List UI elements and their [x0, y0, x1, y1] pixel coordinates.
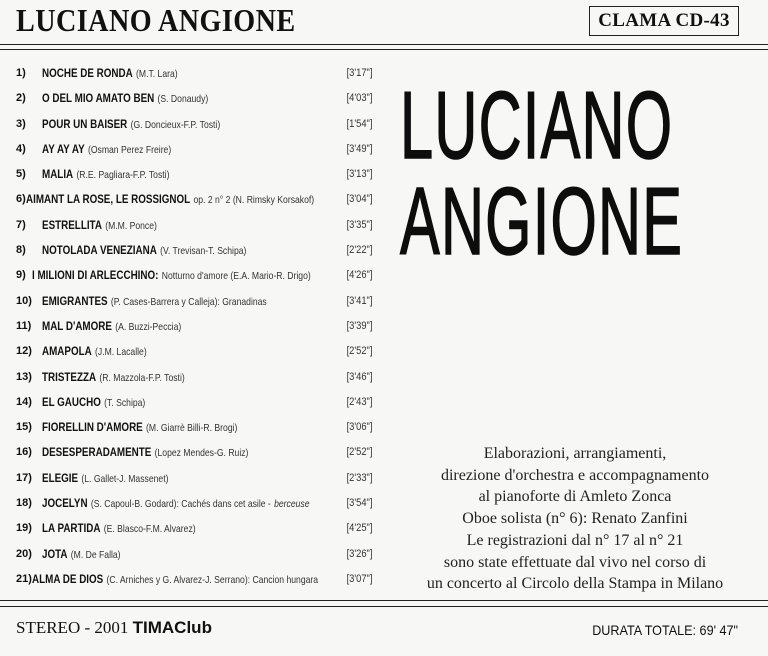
track-row [16, 469, 372, 494]
credits-block [395, 443, 755, 595]
track-number: 4) [16, 142, 26, 155]
track-body [42, 292, 267, 310]
track-row [16, 418, 372, 443]
track-row [16, 317, 372, 342]
track-number: 6) [16, 193, 26, 206]
track-number: 12) [16, 345, 32, 358]
track-row [16, 115, 372, 140]
track-number: 8) [16, 244, 26, 257]
credit-line: un concerto al Circolo della Stampa in Milano [426, 575, 724, 593]
artist-last-name: ANGIONE [400, 168, 684, 275]
track-credit: (R.E. Pagliara-F.P. Tosti) [76, 169, 170, 182]
track-body [32, 266, 311, 284]
track-credit: (G. Doncieux-F.P. Tosti) [130, 118, 221, 131]
track-title: ESTRELLITA [42, 217, 102, 232]
track-duration: [2'33"] [346, 471, 372, 484]
footer-stereo-text: STEREO - 2001 [16, 618, 133, 637]
track-body [26, 190, 314, 208]
track-body [42, 443, 248, 461]
track-duration: [3'46"] [346, 370, 372, 383]
track-duration: [2'43"] [346, 395, 372, 408]
track-row [16, 393, 372, 418]
track-credit: op. 2 n° 2 (N. Rimsky Korsakof) [193, 194, 314, 207]
track-title: DESESPERADAMENTE [42, 445, 152, 460]
track-row [16, 140, 372, 165]
track-body [42, 115, 220, 133]
credit-line: Elaborazioni, arrangiamenti, [483, 445, 667, 462]
track-number: 2) [16, 92, 26, 105]
track-row [16, 165, 372, 190]
track-title: TRISTEZZA [42, 369, 97, 384]
track-title: EL GAUCHO [42, 394, 101, 409]
track-title: AY AY AY [42, 141, 85, 156]
track-duration: [1'54"] [346, 117, 372, 130]
track-number: 9) [16, 269, 26, 282]
track-duration: [3'06"] [346, 421, 372, 434]
track-credit: (T. Schipa) [104, 396, 146, 409]
track-credit: (R. Mazzola-F.P. Tosti) [99, 371, 185, 384]
track-title: ELEGIE [42, 470, 79, 485]
track-number: 16) [16, 446, 32, 459]
track-duration: [3'07"] [346, 572, 372, 585]
track-credit: (L. Gallet-J. Massenet) [81, 472, 169, 485]
track-body [42, 140, 171, 158]
track-title: JOTA [42, 546, 68, 561]
track-title: O DEL MIO AMATO BEN [42, 91, 155, 106]
track-number: 14) [16, 395, 32, 408]
track-duration: [4'26"] [346, 269, 372, 282]
track-credit: (Lopez Mendes-G. Ruiz) [154, 447, 249, 460]
track-number: 15) [16, 421, 32, 434]
track-duration: [3'04"] [346, 193, 372, 206]
track-body [42, 241, 246, 259]
track-credit: (P. Cases-Barrera y Calleja): Granadinas [110, 295, 267, 308]
artist-first-name: LUCIANO [400, 72, 674, 179]
track-credit: (S. Capoul-B. Godard): Cachés dans cet asile - [90, 498, 271, 511]
credit-line: Le registrazioni dal n° 17 al n° 21 [466, 531, 684, 549]
track-number: 1) [16, 67, 26, 79]
track-credit: (V. Trevisan-T. Schipa) [160, 245, 247, 258]
total-duration: DURATA TOTALE: 69' 47" [592, 622, 738, 638]
track-row [16, 89, 372, 114]
track-body [42, 165, 169, 183]
track-title: AIMANT LA ROSE, LE ROSSIGNOL [25, 192, 190, 207]
track-body [42, 519, 196, 537]
track-number: 13) [16, 370, 32, 383]
track-number: 10) [16, 294, 32, 307]
track-credit: (M. Giarrè Billi-R. Brogi) [146, 422, 238, 435]
credit-line: direzione d'orchestra e accompagnamento [440, 466, 710, 484]
track-title: FIORELLIN D'AMORE [42, 420, 143, 435]
track-body [32, 570, 318, 588]
track-row [16, 241, 372, 266]
track-duration: [2'22"] [346, 244, 372, 257]
track-row [16, 342, 372, 367]
catalog-number: CLAMA CD-43 [589, 6, 739, 36]
track-body [42, 64, 178, 82]
track-title: JOCELYN [42, 496, 88, 511]
track-row [16, 292, 372, 317]
track-credit: (M.T. Lara) [136, 68, 178, 80]
track-duration: [3'35"] [346, 218, 372, 231]
track-duration: [3'49"] [346, 142, 372, 155]
track-body [42, 469, 168, 487]
footer-stereo [16, 618, 212, 638]
track-body [42, 494, 309, 512]
track-duration: [4'25"] [346, 522, 372, 535]
track-duration: [4'03"] [346, 92, 372, 105]
bottom-rule-1 [0, 600, 768, 601]
track-credit: (Osman Perez Freire) [87, 143, 172, 156]
track-title: NOTOLADA VENEZIANA [42, 243, 157, 258]
track-duration: [2'52"] [346, 345, 372, 358]
track-body [42, 317, 181, 335]
track-duration: [3'39"] [346, 319, 372, 332]
track-body [42, 545, 121, 563]
credit-line: sono state effettuate dal vivo nel corso di [443, 553, 707, 571]
album-title: LUCIANO ANGIONE [16, 2, 296, 38]
track-body [42, 368, 185, 386]
track-credit: (J.M. Lacalle) [95, 346, 147, 359]
track-number: 20) [16, 547, 32, 560]
track-duration: [3'41"] [346, 294, 372, 307]
track-duration: [3'54"] [346, 497, 372, 510]
track-number: 19) [16, 522, 32, 535]
track-number: 21) [16, 572, 32, 585]
bottom-rule-2 [0, 606, 768, 607]
track-body [42, 393, 145, 411]
track-title: POUR UN BAISER [42, 116, 128, 131]
track-row [16, 494, 372, 519]
credit-line: Oboe solista (n° 6): Renato Zanfini [462, 510, 688, 528]
track-credit: (E. Blasco-F.M. Alvarez) [103, 523, 196, 536]
track-number: 11) [16, 319, 32, 332]
track-body [42, 418, 237, 436]
track-number: 3) [16, 117, 26, 130]
track-list [16, 64, 372, 595]
track-row [16, 266, 372, 291]
track-duration: [3'26"] [346, 547, 372, 560]
track-number: 5) [16, 168, 26, 181]
track-row [16, 190, 372, 215]
track-title: AMAPOLA [42, 344, 92, 359]
label-name: TIMAClub [132, 618, 212, 637]
track-title: MALIA [42, 167, 74, 182]
track-credit: (A. Buzzi-Peccia) [115, 320, 182, 333]
track-number: 17) [16, 471, 32, 484]
track-body [42, 216, 157, 234]
track-row [16, 64, 372, 89]
track-credit: Notturno d'amore (E.A. Mario-R. Drigo) [161, 270, 311, 283]
track-row [16, 570, 372, 595]
track-row [16, 368, 372, 393]
track-title: EMIGRANTES [42, 293, 108, 308]
track-duration: [3'17"] [346, 67, 372, 79]
track-credit: (M.M. Ponce) [105, 219, 157, 232]
track-number: 7) [16, 218, 26, 231]
track-duration: [2'52"] [346, 446, 372, 459]
track-title: NOCHE DE RONDA [42, 66, 133, 80]
track-title: I MILIONI DI ARLECCHINO: [32, 268, 159, 283]
track-body [42, 89, 208, 107]
track-title: ALMA DE DIOS [31, 571, 104, 586]
credit-line: al pianoforte di Amleto Zonca [478, 488, 672, 506]
artist-name-large [400, 72, 684, 275]
track-row [16, 519, 372, 544]
track-credit: (S. Donaudy) [157, 93, 209, 106]
track-credit: (C. Arniches y G. Alvarez-J. Serrano): Cancion hungara [106, 573, 318, 586]
track-row [16, 443, 372, 468]
track-note: berceuse [274, 498, 310, 511]
track-credit: (M. De Falla) [70, 548, 121, 561]
track-row [16, 545, 372, 570]
top-rule-2 [0, 49, 768, 50]
track-body [42, 342, 147, 360]
track-title: MAL D'AMORE [42, 318, 112, 333]
top-rule-1 [0, 44, 768, 45]
track-number: 18) [16, 497, 32, 510]
track-duration: [3'13"] [346, 168, 372, 181]
track-title: LA PARTIDA [42, 521, 101, 536]
track-row [16, 216, 372, 241]
